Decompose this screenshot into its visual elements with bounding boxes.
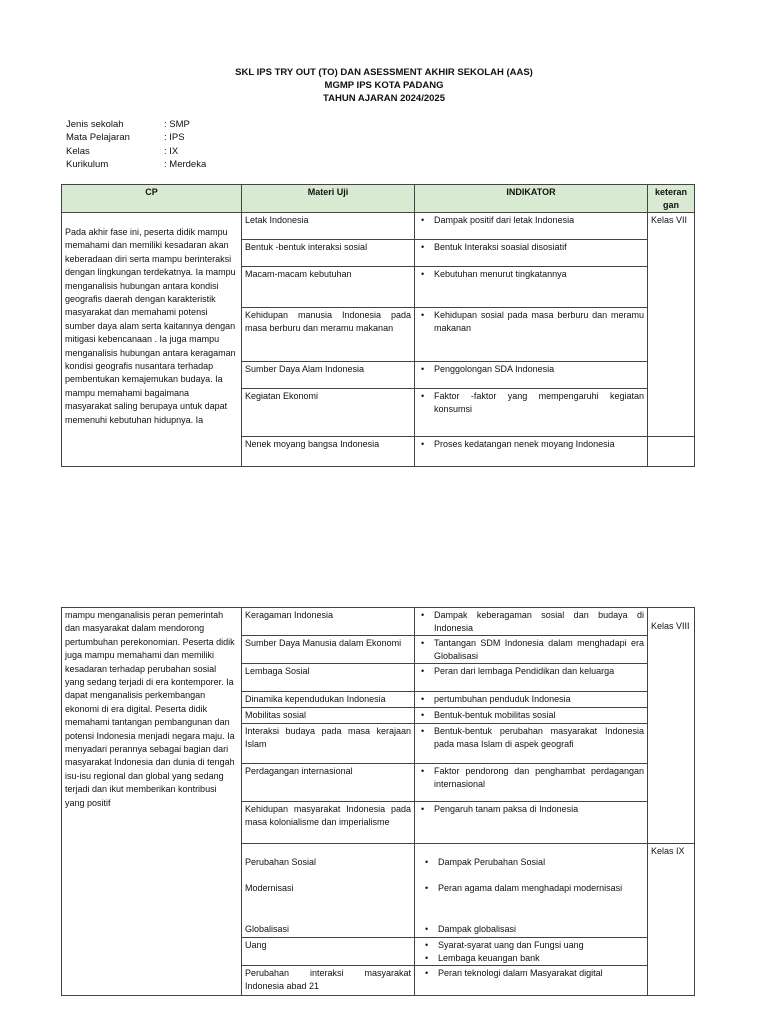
indikator-item: • Bentuk Interaksi soasial disosiatif bbox=[418, 241, 644, 254]
materi-cell bbox=[242, 878, 415, 922]
materi-cell bbox=[242, 844, 415, 878]
materi-cell: Interaksi budaya pada masa kerajaan Islam bbox=[242, 724, 415, 764]
materi-cell: Letak Indonesia bbox=[242, 213, 415, 240]
materi-cell bbox=[242, 922, 415, 938]
indikator-item: • Dampak keberagaman sosial dan budaya di Indonesia bbox=[418, 609, 644, 634]
indikator-item: • Penggolongan SDA Indonesia bbox=[418, 363, 644, 376]
cp-text-cell bbox=[62, 608, 242, 996]
materi-label: Perubahan Sosial bbox=[245, 857, 317, 867]
keterangan-cell-empty bbox=[648, 437, 695, 467]
materi-cell: Kehidupan manusia Indonesia pada masa berburu dan meramu makanan bbox=[242, 308, 415, 362]
indikator-cell bbox=[415, 844, 648, 878]
indikator-item: • Proses kedatangan nenek moyang Indonesia bbox=[418, 438, 644, 451]
indikator-cell bbox=[415, 362, 648, 389]
indikator-cell bbox=[415, 878, 648, 922]
indikator-item: • Dampak globalisasi bbox=[422, 923, 644, 936]
indikator-cell bbox=[415, 240, 648, 267]
indikator-cell bbox=[415, 636, 648, 664]
materi-cell: Sumber Daya Manusia dalam Ekonomi bbox=[242, 636, 415, 664]
indikator-item: • Faktor -faktor yang mempengaruhi kegiatan konsumsi bbox=[418, 390, 644, 415]
materi-cell: Kegiatan Ekonomi bbox=[242, 389, 415, 437]
doc-title: SKL IPS TRY OUT (TO) DAN ASESSMENT AKHIR SEKOLAH (AAS) bbox=[235, 67, 533, 78]
cp-text-cell bbox=[62, 213, 242, 467]
materi-cell: Sumber Daya Alam Indonesia bbox=[242, 362, 415, 389]
indikator-cell bbox=[415, 213, 648, 240]
materi-label: Globalisasi bbox=[245, 923, 290, 934]
indikator-item: • Lembaga keuangan bank bbox=[422, 952, 644, 965]
indikator-cell bbox=[415, 724, 648, 764]
indikator-cell bbox=[415, 267, 648, 308]
header-materi: Materi Uji bbox=[242, 185, 415, 213]
meta-row bbox=[66, 158, 206, 171]
materi-cell: Lembaga Sosial bbox=[242, 664, 415, 692]
indikator-cell bbox=[415, 437, 648, 467]
indikator-item: • Pengaruh tanam paksa di Indonesia bbox=[418, 803, 644, 816]
indikator-item: • Kebutuhan menurut tingkatannya bbox=[418, 268, 644, 281]
indikator-item: • Bentuk-bentuk mobilitas sosial bbox=[418, 709, 644, 722]
indikator-cell bbox=[415, 922, 648, 938]
meta-key: Mata Pelajaran bbox=[66, 132, 130, 144]
meta-key: Jenis sekolah bbox=[66, 119, 124, 130]
header-cp: CP bbox=[62, 185, 242, 213]
materi-cell: Mobilitas sosial bbox=[242, 708, 415, 724]
indikator-cell bbox=[415, 308, 648, 362]
meta-value: : IX bbox=[164, 145, 179, 157]
meta-value: : IPS bbox=[164, 132, 185, 144]
materi-cell: Dinamika kependudukan Indonesia bbox=[242, 692, 415, 708]
indikator-cell bbox=[415, 764, 648, 802]
skl-table-2 bbox=[61, 607, 695, 996]
indikator-cell bbox=[415, 608, 648, 636]
meta-value: : SMP bbox=[164, 119, 190, 130]
indikator-item: • Peran teknologi dalam Masyarakat digital bbox=[422, 967, 644, 980]
meta-key: Kelas bbox=[66, 145, 90, 157]
indikator-item: • Kehidupan sosial pada masa berburu dan meramu makanan bbox=[418, 309, 644, 334]
cp-text: Pada akhir fase ini, peserta didik mampu memahami dan memiliki kesadaran akan keberadaan diri serta mampu berinteraksi dengan lingkungan terdekatnya. Ia mampu menganalisis hubungan antara kondisi geografis daerah dengan karakteristik masyarakat dan memahami potensi sumber daya alam serta kaitannya dengan mitigasi kebencanaan . Ia juga mampu menganalisis hubungan antara keragaman kondisi geografis nusantara terhadap pembentukan kemajemukan budaya. Ia mampu memahami bagaimana masyarakat saling berupaya untuk dapat memenuhi kebutuhan hidupnya. Ia bbox=[65, 227, 236, 425]
header-indikator: INDIKATOR bbox=[415, 185, 648, 213]
materi-cell: Kehidupan masyarakat Indonesia pada masa kolonialisme dan imperialisme bbox=[242, 802, 415, 844]
indikator-cell bbox=[415, 708, 648, 724]
indikator-item: • Bentuk-bentuk perubahan masyarakat Indonesia pada masa Islam di aspek geografi bbox=[418, 725, 644, 750]
school-meta bbox=[66, 118, 206, 172]
materi-cell: Macam-macam kebutuhan bbox=[242, 267, 415, 308]
materi-cell: Nenek moyang bangsa Indonesia bbox=[242, 437, 415, 467]
meta-row bbox=[66, 145, 206, 158]
keterangan-cell: Kelas VII bbox=[648, 213, 695, 437]
indikator-cell bbox=[415, 938, 648, 966]
indikator-item: • Syarat-syarat uang dan Fungsi uang bbox=[422, 939, 644, 952]
indikator-item: • Peran agama dalam menghadapi modernisasi bbox=[422, 882, 644, 895]
doc-subtitle: MGMP IPS KOTA PADANG bbox=[324, 80, 444, 91]
cp-text: mampu menganalisis peran pemerintah dan masyarakat dalam mendorong pertumbuhan perekonomian. Peserta didik juga mampu memahami dan memiliki kesadaran terhadap perubahan sosial yang sedang terjadi di era kontemporer. Ia dapat menganalisis perkembangan ekonomi di era digital. Peserta didik memahami tantangan pembangunan dan potensi Indonesia menjadi negara maju. Ia menyadari perannya sebagai bagian dari masyarakat Indonesia dan dunia di tengah isu-isu regional dan global yang sedang terjadi dan ikut memberikan kontribusi yang positif bbox=[65, 610, 235, 808]
materi-cell: Perubahan interaksi masyarakat Indonesia abad 21 bbox=[242, 966, 415, 996]
indikator-item: • Faktor pendorong dan penghambat perdagangan internasional bbox=[418, 765, 644, 790]
indikator-item: • pertumbuhan penduduk Indonesia bbox=[418, 693, 644, 706]
skl-table-1 bbox=[61, 184, 695, 467]
meta-row bbox=[66, 131, 206, 144]
materi-cell: Bentuk -bentuk interaksi sosial bbox=[242, 240, 415, 267]
indikator-cell bbox=[415, 389, 648, 437]
indikator-cell bbox=[415, 966, 648, 996]
doc-year: TAHUN AJARAN 2024/2025 bbox=[323, 93, 445, 104]
meta-row bbox=[66, 118, 206, 131]
indikator-item: • Dampak Perubahan Sosial bbox=[422, 856, 644, 869]
meta-value: : Merdeka bbox=[164, 159, 207, 171]
materi-cell: Perdagangan internasional bbox=[242, 764, 415, 802]
materi-label: Modernisasi bbox=[245, 882, 294, 893]
materi-cell: Keragaman Indonesia bbox=[242, 608, 415, 636]
indikator-cell bbox=[415, 692, 648, 708]
indikator-cell bbox=[415, 664, 648, 692]
meta-key: Kurikulum bbox=[66, 159, 109, 171]
indikator-item: • Dampak positif dari letak Indonesia bbox=[418, 214, 644, 227]
indikator-cell bbox=[415, 802, 648, 844]
keterangan-cell: Kelas IX bbox=[648, 844, 695, 996]
keterangan-cell: Kelas VIII bbox=[648, 608, 695, 844]
indikator-item: • Tantangan SDM Indonesia dalam menghadapi era Globalisasi bbox=[418, 637, 644, 662]
materi-cell: Uang bbox=[242, 938, 415, 966]
indikator-item: • Peran dari lembaga Pendidikan dan keluarga bbox=[418, 665, 644, 678]
header-keterangan: keteran gan bbox=[648, 185, 695, 213]
